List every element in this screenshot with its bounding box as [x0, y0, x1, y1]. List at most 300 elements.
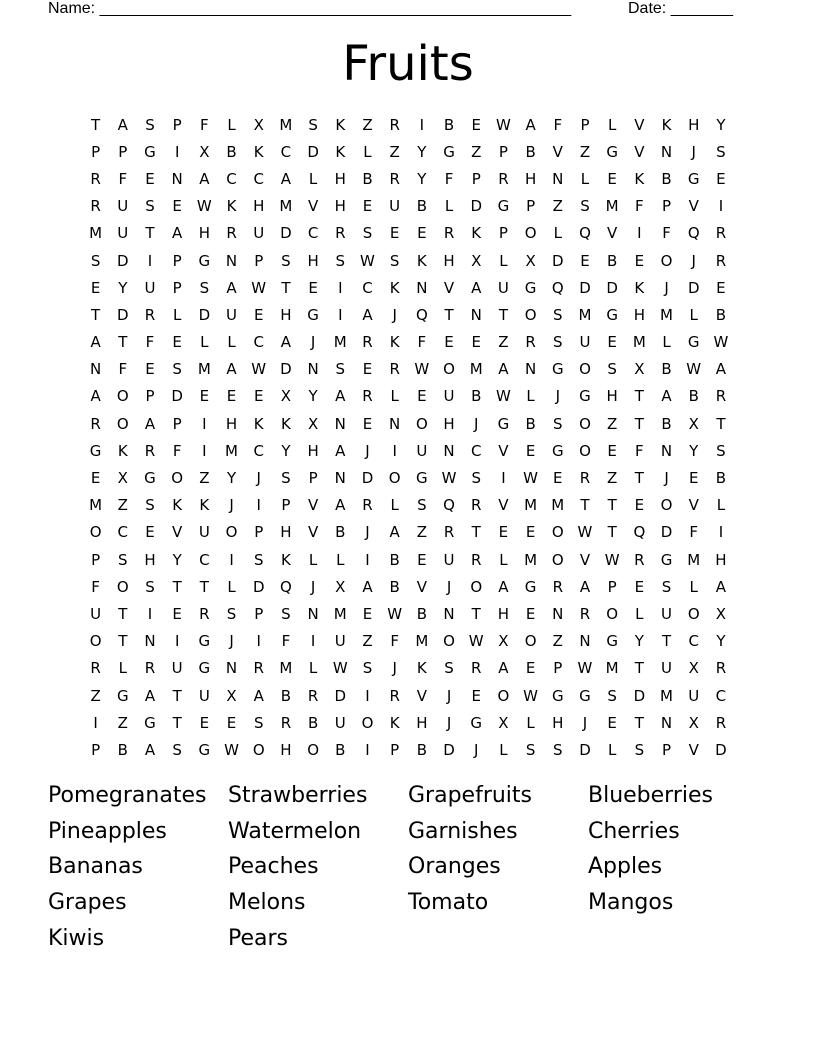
- grid-letter: B: [280, 686, 292, 705]
- grid-letter: R: [715, 251, 727, 270]
- grid-letter: W: [387, 604, 403, 623]
- grid-letter: A: [715, 577, 727, 596]
- grid-letter: P: [254, 251, 264, 270]
- grid-letter: J: [446, 577, 452, 596]
- grid-letter: C: [253, 169, 264, 188]
- grid-letter: E: [716, 278, 726, 297]
- grid-letter: E: [471, 115, 481, 134]
- grid-letter: E: [525, 604, 536, 623]
- grid-letter: L: [499, 550, 508, 569]
- grid-letter: C: [307, 224, 319, 243]
- grid-letter: B: [661, 414, 672, 433]
- grid-letter: W: [577, 659, 593, 678]
- grid-letter: W: [604, 550, 620, 569]
- grid-letter: N: [307, 604, 319, 623]
- grid-letter: T: [145, 224, 155, 243]
- grid-letter: Y: [308, 387, 318, 406]
- grid-letter: I: [202, 441, 207, 460]
- grid-letter: D: [117, 251, 129, 270]
- grid-letter: P: [172, 414, 182, 433]
- grid-letter: G: [144, 713, 156, 732]
- grid-letter: O: [252, 740, 265, 759]
- grid-letter: H: [253, 197, 265, 216]
- grid-letter: E: [607, 333, 617, 352]
- grid-letter: F: [635, 197, 644, 216]
- grid-letter: U: [416, 441, 428, 460]
- grid-letter: H: [144, 550, 156, 569]
- grid-letter: P: [390, 740, 400, 759]
- grid-letter: M: [660, 686, 673, 705]
- grid-letter: P: [580, 115, 590, 134]
- grid-letter: A: [280, 333, 292, 352]
- grid-letter: J: [474, 414, 479, 433]
- grid-letter: A: [253, 686, 264, 705]
- grid-letter: E: [498, 523, 509, 542]
- grid-letter: Q: [551, 278, 564, 297]
- grid-row: [82, 628, 735, 655]
- grid-letter: T: [661, 632, 672, 651]
- grid-letter: M: [333, 333, 347, 352]
- grid-letter: O: [497, 686, 510, 705]
- grid-row: [82, 247, 735, 274]
- grid-letter: A: [117, 115, 128, 134]
- grid-letter: J: [555, 387, 560, 406]
- grid-letter: J: [365, 441, 370, 460]
- grid-letter: X: [307, 414, 319, 433]
- grid-letter: S: [607, 686, 617, 705]
- grid-letter: L: [607, 115, 617, 134]
- grid-letter: O: [415, 414, 428, 433]
- grid-letter: B: [226, 142, 237, 161]
- grid-letter: S: [199, 278, 210, 297]
- grid-letter: V: [172, 523, 183, 542]
- grid-letter: E: [580, 251, 590, 270]
- grid-letter: Z: [199, 469, 210, 488]
- grid-letter: L: [635, 604, 644, 623]
- grid-letter: N: [470, 305, 482, 324]
- name-field-label: Name: _____________________________________________________: [48, 0, 572, 17]
- grid-letter: G: [579, 387, 591, 406]
- grid-letter: R: [471, 659, 482, 678]
- grid-letter: I: [365, 686, 370, 705]
- grid-letter: R: [362, 333, 373, 352]
- grid-letter: R: [389, 360, 400, 379]
- grid-letter: I: [501, 469, 506, 488]
- grid-letter: E: [226, 713, 237, 732]
- grid-letter: F: [662, 224, 671, 243]
- grid-letter: T: [471, 523, 481, 542]
- grid-letter: D: [687, 278, 700, 297]
- grid-letter: X: [117, 469, 128, 488]
- grid-letter: K: [389, 713, 400, 732]
- grid-letter: E: [145, 169, 155, 188]
- grid-letter: U: [334, 713, 346, 732]
- grid-letter: X: [253, 115, 264, 134]
- grid-letter: X: [688, 713, 699, 732]
- grid-letter: S: [444, 659, 454, 678]
- grid-letter: H: [334, 169, 346, 188]
- grid-letter: D: [715, 740, 727, 759]
- grid-letter: E: [362, 604, 373, 623]
- grid-letter: S: [90, 251, 101, 270]
- grid-letter: S: [118, 550, 128, 569]
- grid-letter: G: [144, 142, 156, 161]
- grid-letter: N: [225, 659, 238, 678]
- grid-letter: N: [389, 414, 401, 433]
- grid-letter: G: [470, 713, 483, 732]
- grid-letter: N: [307, 360, 319, 379]
- grid-letter: R: [389, 115, 400, 134]
- grid-letter: H: [497, 604, 510, 623]
- grid-letter: M: [333, 604, 347, 623]
- grid-letter: P: [172, 278, 182, 297]
- grid-letter: O: [551, 523, 564, 542]
- grid-letter: P: [145, 387, 155, 406]
- grid-letter: U: [661, 659, 673, 678]
- grid-letter: O: [524, 224, 537, 243]
- grid-letter: S: [172, 360, 182, 379]
- grid-letter: R: [389, 686, 400, 705]
- grid-letter: E: [199, 387, 210, 406]
- grid-letter: E: [444, 333, 454, 352]
- grid-letter: K: [226, 197, 237, 216]
- grid-letter: N: [443, 604, 455, 623]
- grid-letter: G: [198, 659, 211, 678]
- grid-letter: O: [89, 523, 102, 542]
- grid-letter: R: [144, 659, 156, 678]
- grid-row: [82, 410, 735, 437]
- grid-letter: K: [416, 251, 427, 270]
- grid-letter: Z: [362, 632, 373, 651]
- grid-letter: B: [661, 360, 672, 379]
- grid-letter: U: [389, 197, 401, 216]
- grid-letter: V: [688, 496, 699, 515]
- grid-letter: L: [390, 387, 399, 406]
- grid-letter: L: [607, 740, 617, 759]
- grid-letter: L: [118, 659, 127, 678]
- grid-letter: D: [606, 278, 618, 297]
- grid-letter: L: [308, 550, 318, 569]
- grid-letter: L: [526, 387, 535, 406]
- grid-letter: I: [338, 305, 343, 324]
- grid-letter: G: [89, 441, 102, 460]
- grid-letter: I: [174, 632, 180, 651]
- word-list: [48, 778, 768, 956]
- grid-letter: J: [474, 740, 479, 759]
- grid-row: [82, 138, 735, 165]
- grid-letter: Y: [118, 278, 128, 297]
- grid-letter: N: [144, 632, 156, 651]
- grid-letter: R: [715, 713, 727, 732]
- grid-letter: A: [335, 496, 346, 515]
- grid-letter: R: [199, 604, 210, 623]
- grid-letter: D: [307, 142, 319, 161]
- grid-letter: O: [225, 523, 238, 542]
- grid-letter: H: [524, 169, 537, 188]
- grid-letter: S: [335, 251, 346, 270]
- grid-letter: A: [498, 577, 509, 596]
- grid-letter: J: [691, 142, 696, 161]
- grid-letter: H: [688, 115, 700, 134]
- grid-letter: A: [498, 659, 509, 678]
- grid-letter: F: [281, 632, 291, 651]
- grid-row: [82, 383, 735, 410]
- grid-letter: T: [607, 496, 617, 515]
- word-list-item: Pomegranates: [48, 783, 207, 808]
- grid-letter: T: [634, 659, 644, 678]
- grid-letter: R: [226, 224, 237, 243]
- grid-row: [82, 492, 735, 519]
- grid-letter: B: [525, 142, 536, 161]
- grid-letter: H: [307, 441, 319, 460]
- grid-letter: B: [389, 550, 400, 569]
- grid-letter: I: [147, 251, 153, 270]
- grid-letter: T: [634, 469, 644, 488]
- grid-letter: U: [198, 523, 210, 542]
- grid-letter: K: [634, 169, 645, 188]
- grid-letter: K: [634, 278, 645, 297]
- grid-letter: I: [365, 550, 370, 569]
- grid-letter: J: [392, 305, 397, 324]
- grid-letter: M: [578, 305, 592, 324]
- grid-letter: I: [202, 414, 207, 433]
- grid-letter: L: [227, 577, 236, 596]
- grid-letter: V: [634, 115, 645, 134]
- grid-letter: O: [660, 496, 673, 515]
- grid-letter: O: [443, 632, 455, 651]
- grid-letter: P: [91, 740, 101, 759]
- grid-letter: L: [227, 115, 236, 134]
- grid-letter: F: [118, 169, 128, 188]
- grid-letter: F: [689, 523, 699, 542]
- grid-letter: Y: [634, 632, 644, 651]
- grid-letter: R: [715, 224, 727, 243]
- grid-letter: I: [147, 604, 153, 623]
- grid-letter: W: [495, 387, 511, 406]
- grid-letter: E: [688, 469, 699, 488]
- grid-letter: T: [91, 115, 101, 134]
- grid-letter: L: [662, 333, 671, 352]
- grid-row: [82, 600, 735, 627]
- grid-letter: E: [172, 333, 182, 352]
- grid-letter: I: [310, 632, 316, 651]
- grid-letter: U: [688, 686, 700, 705]
- grid-letter: A: [90, 333, 101, 352]
- grid-letter: A: [172, 224, 183, 243]
- grid-letter: P: [553, 659, 563, 678]
- grid-letter: E: [553, 469, 563, 488]
- grid-letter: V: [579, 550, 591, 569]
- grid-letter: P: [662, 740, 672, 759]
- grid-letter: A: [280, 169, 292, 188]
- grid-letter: P: [91, 142, 101, 161]
- grid-letter: J: [229, 496, 234, 515]
- grid-letter: T: [91, 305, 101, 324]
- grid-letter: E: [634, 496, 645, 515]
- grid-letter: C: [199, 550, 210, 569]
- grid-letter: O: [579, 414, 591, 433]
- grid-letter: I: [392, 441, 397, 460]
- grid-letter: G: [144, 469, 156, 488]
- grid-letter: O: [579, 360, 591, 379]
- grid-letter: Z: [362, 115, 373, 134]
- grid-letter: A: [661, 387, 672, 406]
- grid-letter: S: [253, 713, 264, 732]
- grid-letter: F: [91, 577, 100, 596]
- grid-letter: T: [634, 713, 644, 732]
- grid-letter: V: [416, 686, 427, 705]
- grid-letter: E: [199, 713, 210, 732]
- grid-letter: A: [362, 577, 373, 596]
- grid-row: [82, 682, 735, 709]
- grid-letter: S: [471, 469, 481, 488]
- grid-letter: Y: [417, 169, 427, 188]
- grid-letter: A: [525, 115, 536, 134]
- grid-letter: F: [200, 115, 209, 134]
- grid-letter: D: [280, 360, 292, 379]
- grid-letter: P: [172, 251, 182, 270]
- grid-letter: J: [229, 632, 234, 651]
- grid-letter: B: [443, 115, 455, 134]
- grid-letter: E: [90, 469, 101, 488]
- grid-letter: O: [470, 577, 483, 596]
- grid-letter: R: [144, 305, 156, 324]
- grid-letter: Z: [552, 632, 563, 651]
- grid-letter: U: [443, 550, 455, 569]
- word-list-item: Grapes: [48, 890, 127, 916]
- grid-letter: O: [171, 469, 184, 488]
- grid-letter: A: [144, 414, 156, 433]
- grid-letter: X: [715, 604, 727, 623]
- grid-letter: L: [499, 740, 508, 759]
- grid-letter: S: [226, 604, 237, 623]
- word-list-item: Garnishes: [408, 818, 518, 844]
- grid-letter: X: [498, 632, 509, 651]
- grid-letter: X: [226, 686, 237, 705]
- grid-letter: X: [688, 414, 699, 433]
- grid-letter: E: [362, 414, 373, 433]
- grid-letter: G: [687, 169, 700, 188]
- grid-letter: V: [416, 577, 427, 596]
- grid-letter: X: [471, 251, 482, 270]
- grid-letter: S: [308, 115, 318, 134]
- grid-letter: E: [471, 333, 481, 352]
- grid-letter: T: [444, 305, 454, 324]
- grid-letter: J: [582, 713, 588, 732]
- grid-letter: L: [172, 305, 182, 324]
- grid-letter: K: [199, 496, 210, 515]
- grid-letter: R: [579, 604, 591, 623]
- grid-row: [82, 736, 735, 763]
- grid-letter: B: [389, 577, 400, 596]
- grid-letter: R: [443, 523, 455, 542]
- grid-letter: Z: [607, 469, 618, 488]
- grid-letter: F: [553, 115, 563, 134]
- grid-letter: W: [251, 360, 267, 379]
- grid-letter: Z: [389, 142, 400, 161]
- grid-letter: K: [280, 414, 291, 433]
- grid-letter: G: [524, 577, 537, 596]
- grid-letter: R: [579, 469, 591, 488]
- grid-letter: G: [606, 142, 618, 161]
- grid-letter: C: [715, 686, 727, 705]
- grid-letter: I: [174, 142, 180, 161]
- word-list-item: Tomato: [408, 890, 489, 916]
- grid-letter: G: [307, 305, 319, 324]
- grid-letter: G: [497, 414, 510, 433]
- grid-letter: C: [117, 523, 129, 542]
- grid-letter: V: [498, 441, 509, 460]
- grid-letter: E: [417, 387, 427, 406]
- grid-letter: J: [446, 686, 452, 705]
- grid-letter: K: [117, 441, 128, 460]
- grid-letter: F: [390, 632, 399, 651]
- grid-letter: H: [198, 224, 210, 243]
- grid-letter: L: [390, 496, 399, 515]
- grid-letter: A: [498, 360, 509, 379]
- grid-letter: B: [117, 740, 128, 759]
- word-list-item: Apples: [588, 854, 663, 880]
- grid-letter: D: [470, 197, 482, 216]
- grid-letter: J: [691, 251, 696, 270]
- grid-letter: W: [360, 251, 375, 270]
- grid-letter: E: [525, 523, 536, 542]
- grid-letter: M: [605, 659, 619, 678]
- grid-letter: E: [417, 550, 427, 569]
- word-list-item: Watermelon: [228, 818, 362, 844]
- grid-letter: P: [254, 523, 264, 542]
- grid-letter: U: [171, 659, 183, 678]
- grid-letter: M: [225, 441, 238, 460]
- grid-letter: R: [90, 659, 101, 678]
- grid-letter: L: [553, 224, 562, 243]
- grid-letter: N: [443, 441, 455, 460]
- grid-letter: Z: [579, 142, 591, 161]
- grid-letter: Y: [172, 550, 182, 569]
- grid-letter: Z: [471, 142, 482, 161]
- grid-letter: A: [579, 577, 591, 596]
- grid-letter: T: [607, 523, 617, 542]
- grid-letter: R: [715, 387, 727, 406]
- header: [48, 0, 748, 20]
- grid-letter: W: [495, 115, 511, 134]
- grid-letter: G: [443, 142, 455, 161]
- grid-letter: O: [524, 305, 537, 324]
- grid-letter: E: [226, 387, 237, 406]
- grid-letter: T: [118, 632, 128, 651]
- grid-letter: K: [172, 496, 183, 515]
- grid-letter: L: [444, 197, 454, 216]
- grid-letter: S: [281, 604, 291, 623]
- grid-letter: N: [524, 360, 537, 379]
- grid-letter: S: [335, 360, 346, 379]
- grid-letter: U: [443, 387, 455, 406]
- grid-letter: E: [525, 659, 536, 678]
- grid-letter: L: [499, 251, 508, 270]
- grid-letter: B: [416, 740, 427, 759]
- grid-letter: R: [90, 414, 101, 433]
- grid-letter: M: [279, 115, 293, 134]
- grid-letter: N: [660, 142, 673, 161]
- grid-letter: H: [225, 414, 238, 433]
- grid-letter: A: [362, 305, 373, 324]
- grid-letter: C: [226, 169, 237, 188]
- grid-letter: O: [660, 251, 673, 270]
- grid-row: [82, 519, 735, 546]
- grid-letter: Q: [579, 224, 591, 243]
- word-list-item: Melons: [228, 890, 306, 916]
- grid-letter: S: [281, 251, 291, 270]
